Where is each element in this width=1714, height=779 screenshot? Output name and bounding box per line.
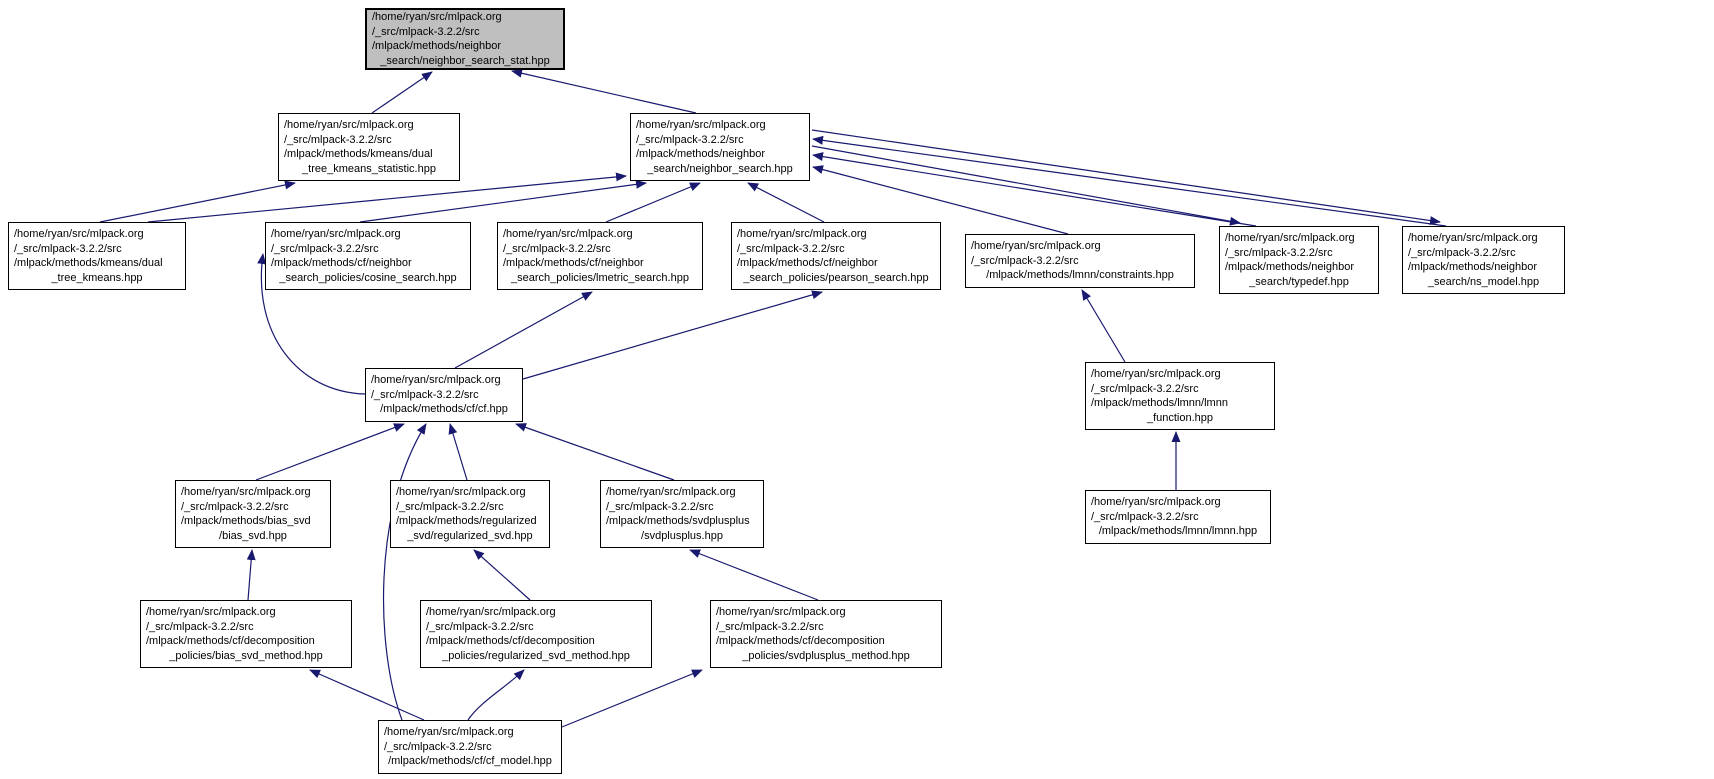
edge-ns-model-to-neighbor-search: [813, 139, 1446, 226]
edge-bias-svd-to-cf: [256, 424, 404, 480]
edge-dual-tree-kmeans-to-neighbor-search: [148, 176, 626, 222]
node-label-line: /mlpack/methods/neighbor: [372, 40, 502, 52]
node-bias-svd-method[interactable]: [140, 600, 352, 668]
node-label-line: _search_policies/pearson_search.hpp: [743, 271, 929, 284]
node-label-line: _search/neighbor_search.hpp: [647, 162, 793, 175]
edge-regularized-svd-to-cf: [450, 424, 467, 480]
node-label-line: /_src/mlpack-3.2.2/src: [271, 242, 379, 255]
node-label-line: _search_policies/cosine_search.hpp: [279, 271, 457, 284]
node-neighbor-search[interactable]: [630, 113, 810, 181]
node-label-line: /home/ryan/src/mlpack.org: [426, 606, 556, 618]
node-label-line: /_src/mlpack-3.2.2/src: [384, 740, 492, 753]
node-pearson-search[interactable]: [731, 222, 941, 290]
node-label-line: /home/ryan/src/mlpack.org: [271, 228, 401, 240]
edge-cf-model-to-regularized-svd-method: [468, 670, 524, 720]
node-label-line: /home/ryan/src/mlpack.org: [606, 486, 736, 498]
node-label-line: _policies/regularized_svd_method.hpp: [442, 649, 630, 662]
node-label-line: _search/typedef.hpp: [1249, 275, 1349, 288]
node-label-line: /home/ryan/src/mlpack.org: [1091, 368, 1221, 380]
node-label-line: /home/ryan/src/mlpack.org: [503, 228, 633, 240]
node-label-line: /home/ryan/src/mlpack.org: [372, 11, 502, 23]
node-label-line: /mlpack/methods/bias_svd: [181, 515, 311, 527]
node-label-line: /mlpack/methods/svdplusplus: [606, 515, 750, 527]
node-label-line: /mlpack/methods/lmnn/lmnn.hpp: [1098, 525, 1258, 538]
node-dual-tree-kmeans[interactable]: [8, 222, 186, 290]
node-label-line: /home/ryan/src/mlpack.org: [181, 486, 311, 498]
node-label-line: /home/ryan/src/mlpack.org: [14, 228, 144, 240]
edge-regularized-svd-method-to-regularized-svd: [474, 550, 530, 600]
edge-dual-tree-kmeans-to-dual-tree-kmeans-statistic: [100, 183, 295, 222]
edge-svdplusplus-to-cf: [516, 424, 674, 480]
node-label-line: /mlpack/methods/neighbor: [1408, 261, 1538, 273]
node-label-line: /_src/mlpack-3.2.2/src: [371, 388, 479, 401]
node-label-line: _search_policies/lmetric_search.hpp: [511, 271, 689, 284]
node-label-line: /mlpack/methods/cf/neighbor: [503, 257, 644, 269]
node-bias-svd[interactable]: [175, 480, 331, 548]
node-lmnn[interactable]: [1085, 490, 1271, 544]
edge-lmetric-search-to-neighbor-search: [606, 183, 700, 222]
edge-bias-svd-method-to-bias-svd: [248, 550, 252, 600]
node-label-line: /home/ryan/src/mlpack.org: [716, 606, 846, 618]
node-label-line: /_src/mlpack-3.2.2/src: [372, 25, 480, 38]
edge-svdplusplus-method-to-svdplusplus: [690, 550, 818, 600]
node-cosine-search[interactable]: [265, 222, 471, 290]
node-label-line: /mlpack/methods/cf/neighbor: [271, 257, 412, 269]
node-label-line: /mlpack/methods/neighbor: [636, 148, 766, 160]
node-label-line: /_src/mlpack-3.2.2/src: [426, 620, 534, 633]
edge-neighbor-search-to-typedef: [812, 146, 1240, 223]
node-label-line: /_src/mlpack-3.2.2/src: [636, 133, 744, 146]
node-label-line: /home/ryan/src/mlpack.org: [146, 606, 276, 618]
node-label-line: /_src/mlpack-3.2.2/src: [14, 242, 122, 255]
edge-cosine-search-to-neighbor-search: [360, 183, 646, 222]
node-regularized-svd[interactable]: [390, 480, 550, 548]
node-label-line: /mlpack/methods/cf/cf.hpp: [380, 403, 508, 416]
node-label-line: /mlpack/methods/neighbor: [1225, 261, 1355, 273]
node-label-line: /home/ryan/src/mlpack.org: [371, 374, 501, 387]
node-lmetric-search[interactable]: [497, 222, 703, 290]
node-label-line: _function.hpp: [1146, 411, 1214, 424]
edge-cf-to-lmetric-search: [455, 292, 592, 368]
node-label-line: /_src/mlpack-3.2.2/src: [284, 133, 392, 146]
node-label-line: /_src/mlpack-3.2.2/src: [1408, 246, 1516, 259]
node-label-line: _search/neighbor_search_stat.hpp: [380, 54, 550, 67]
edge-cf-model-to-svdplusplus-method: [562, 670, 702, 727]
node-label-line: _tree_kmeans_statistic.hpp: [302, 162, 436, 175]
node-dual-tree-kmeans-statistic[interactable]: [278, 113, 460, 181]
node-label-line: /home/ryan/src/mlpack.org: [1091, 496, 1221, 509]
node-label-line: /_src/mlpack-3.2.2/src: [716, 620, 824, 633]
node-label-line: /_src/mlpack-3.2.2/src: [1091, 382, 1199, 395]
node-label-line: /mlpack/methods/cf/neighbor: [737, 257, 878, 269]
edge-neighbor-search-to-ns-model: [812, 130, 1440, 222]
edge-dual-tree-kmeans-statistic-to-neighbor-search-stat: [372, 72, 432, 113]
node-label-line: /_src/mlpack-3.2.2/src: [971, 254, 1079, 267]
node-label-line: /mlpack/methods/cf/decomposition: [426, 635, 595, 647]
node-label-line: /mlpack/methods/kmeans/dual: [284, 148, 433, 160]
node-lmnn-function[interactable]: [1085, 362, 1275, 430]
edge-lmnn-function-to-constraints: [1082, 290, 1125, 362]
node-label-line: /mlpack/methods/lmnn/lmnn: [1091, 397, 1228, 409]
node-label-line: /home/ryan/src/mlpack.org: [636, 119, 766, 131]
node-label-line: /home/ryan/src/mlpack.org: [384, 726, 514, 739]
node-label-line: /mlpack/methods/regularized: [396, 515, 537, 527]
node-svdplusplus-method[interactable]: [710, 600, 942, 668]
node-label-line: /_src/mlpack-3.2.2/src: [1225, 246, 1333, 259]
node-label-line: /_src/mlpack-3.2.2/src: [396, 500, 504, 513]
node-label-line: /bias_svd.hpp: [219, 529, 287, 542]
node-label-line: /_src/mlpack-3.2.2/src: [737, 242, 845, 255]
node-label-line: /mlpack/methods/cf/decomposition: [146, 635, 315, 647]
node-label-line: /_src/mlpack-3.2.2/src: [1091, 510, 1199, 523]
node-label-line: /_src/mlpack-3.2.2/src: [181, 500, 289, 513]
node-label-line: _tree_kmeans.hpp: [51, 271, 143, 284]
node-constraints[interactable]: [965, 234, 1195, 288]
node-label-line: /home/ryan/src/mlpack.org: [284, 119, 414, 131]
node-label-line: /home/ryan/src/mlpack.org: [737, 228, 867, 240]
node-cf[interactable]: [365, 368, 523, 422]
node-label-line: /svdplusplus.hpp: [641, 529, 723, 542]
node-label-line: /mlpack/methods/lmnn/constraints.hpp: [986, 269, 1174, 282]
node-typedef[interactable]: [1219, 226, 1379, 294]
node-label-line: /mlpack/methods/cf/decomposition: [716, 635, 885, 647]
node-label-line: /home/ryan/src/mlpack.org: [1225, 232, 1355, 244]
edge-cf-model-to-cf: [384, 424, 426, 720]
node-label-line: /_src/mlpack-3.2.2/src: [503, 242, 611, 255]
node-label-line: /home/ryan/src/mlpack.org: [971, 240, 1101, 253]
node-label-line: _search/ns_model.hpp: [1427, 275, 1540, 288]
node-label-line: /home/ryan/src/mlpack.org: [1408, 232, 1538, 244]
node-label-line: /mlpack/methods/cf/cf_model.hpp: [388, 755, 552, 768]
node-label-line: /_src/mlpack-3.2.2/src: [146, 620, 254, 633]
edge-neighbor-search-to-neighbor-search-stat: [512, 71, 696, 113]
node-label-line: _svd/regularized_svd.hpp: [407, 529, 533, 542]
edge-pearson-search-to-neighbor-search: [748, 183, 824, 222]
edge-cf-model-to-bias-svd-method: [310, 670, 424, 720]
node-regularized-svd-method[interactable]: [420, 600, 652, 668]
node-label-line: /home/ryan/src/mlpack.org: [396, 486, 526, 498]
node-ns-model[interactable]: [1402, 226, 1565, 294]
node-cf-model[interactable]: [378, 720, 562, 774]
node-label-line: _policies/bias_svd_method.hpp: [169, 649, 323, 662]
node-label-line: /mlpack/methods/kmeans/dual: [14, 257, 163, 269]
node-label-line: /_src/mlpack-3.2.2/src: [606, 500, 714, 513]
node-svdplusplus[interactable]: [600, 480, 764, 548]
node-label-line: _policies/svdplusplus_method.hpp: [742, 649, 910, 662]
node-neighbor-search-stat[interactable]: [365, 8, 565, 70]
